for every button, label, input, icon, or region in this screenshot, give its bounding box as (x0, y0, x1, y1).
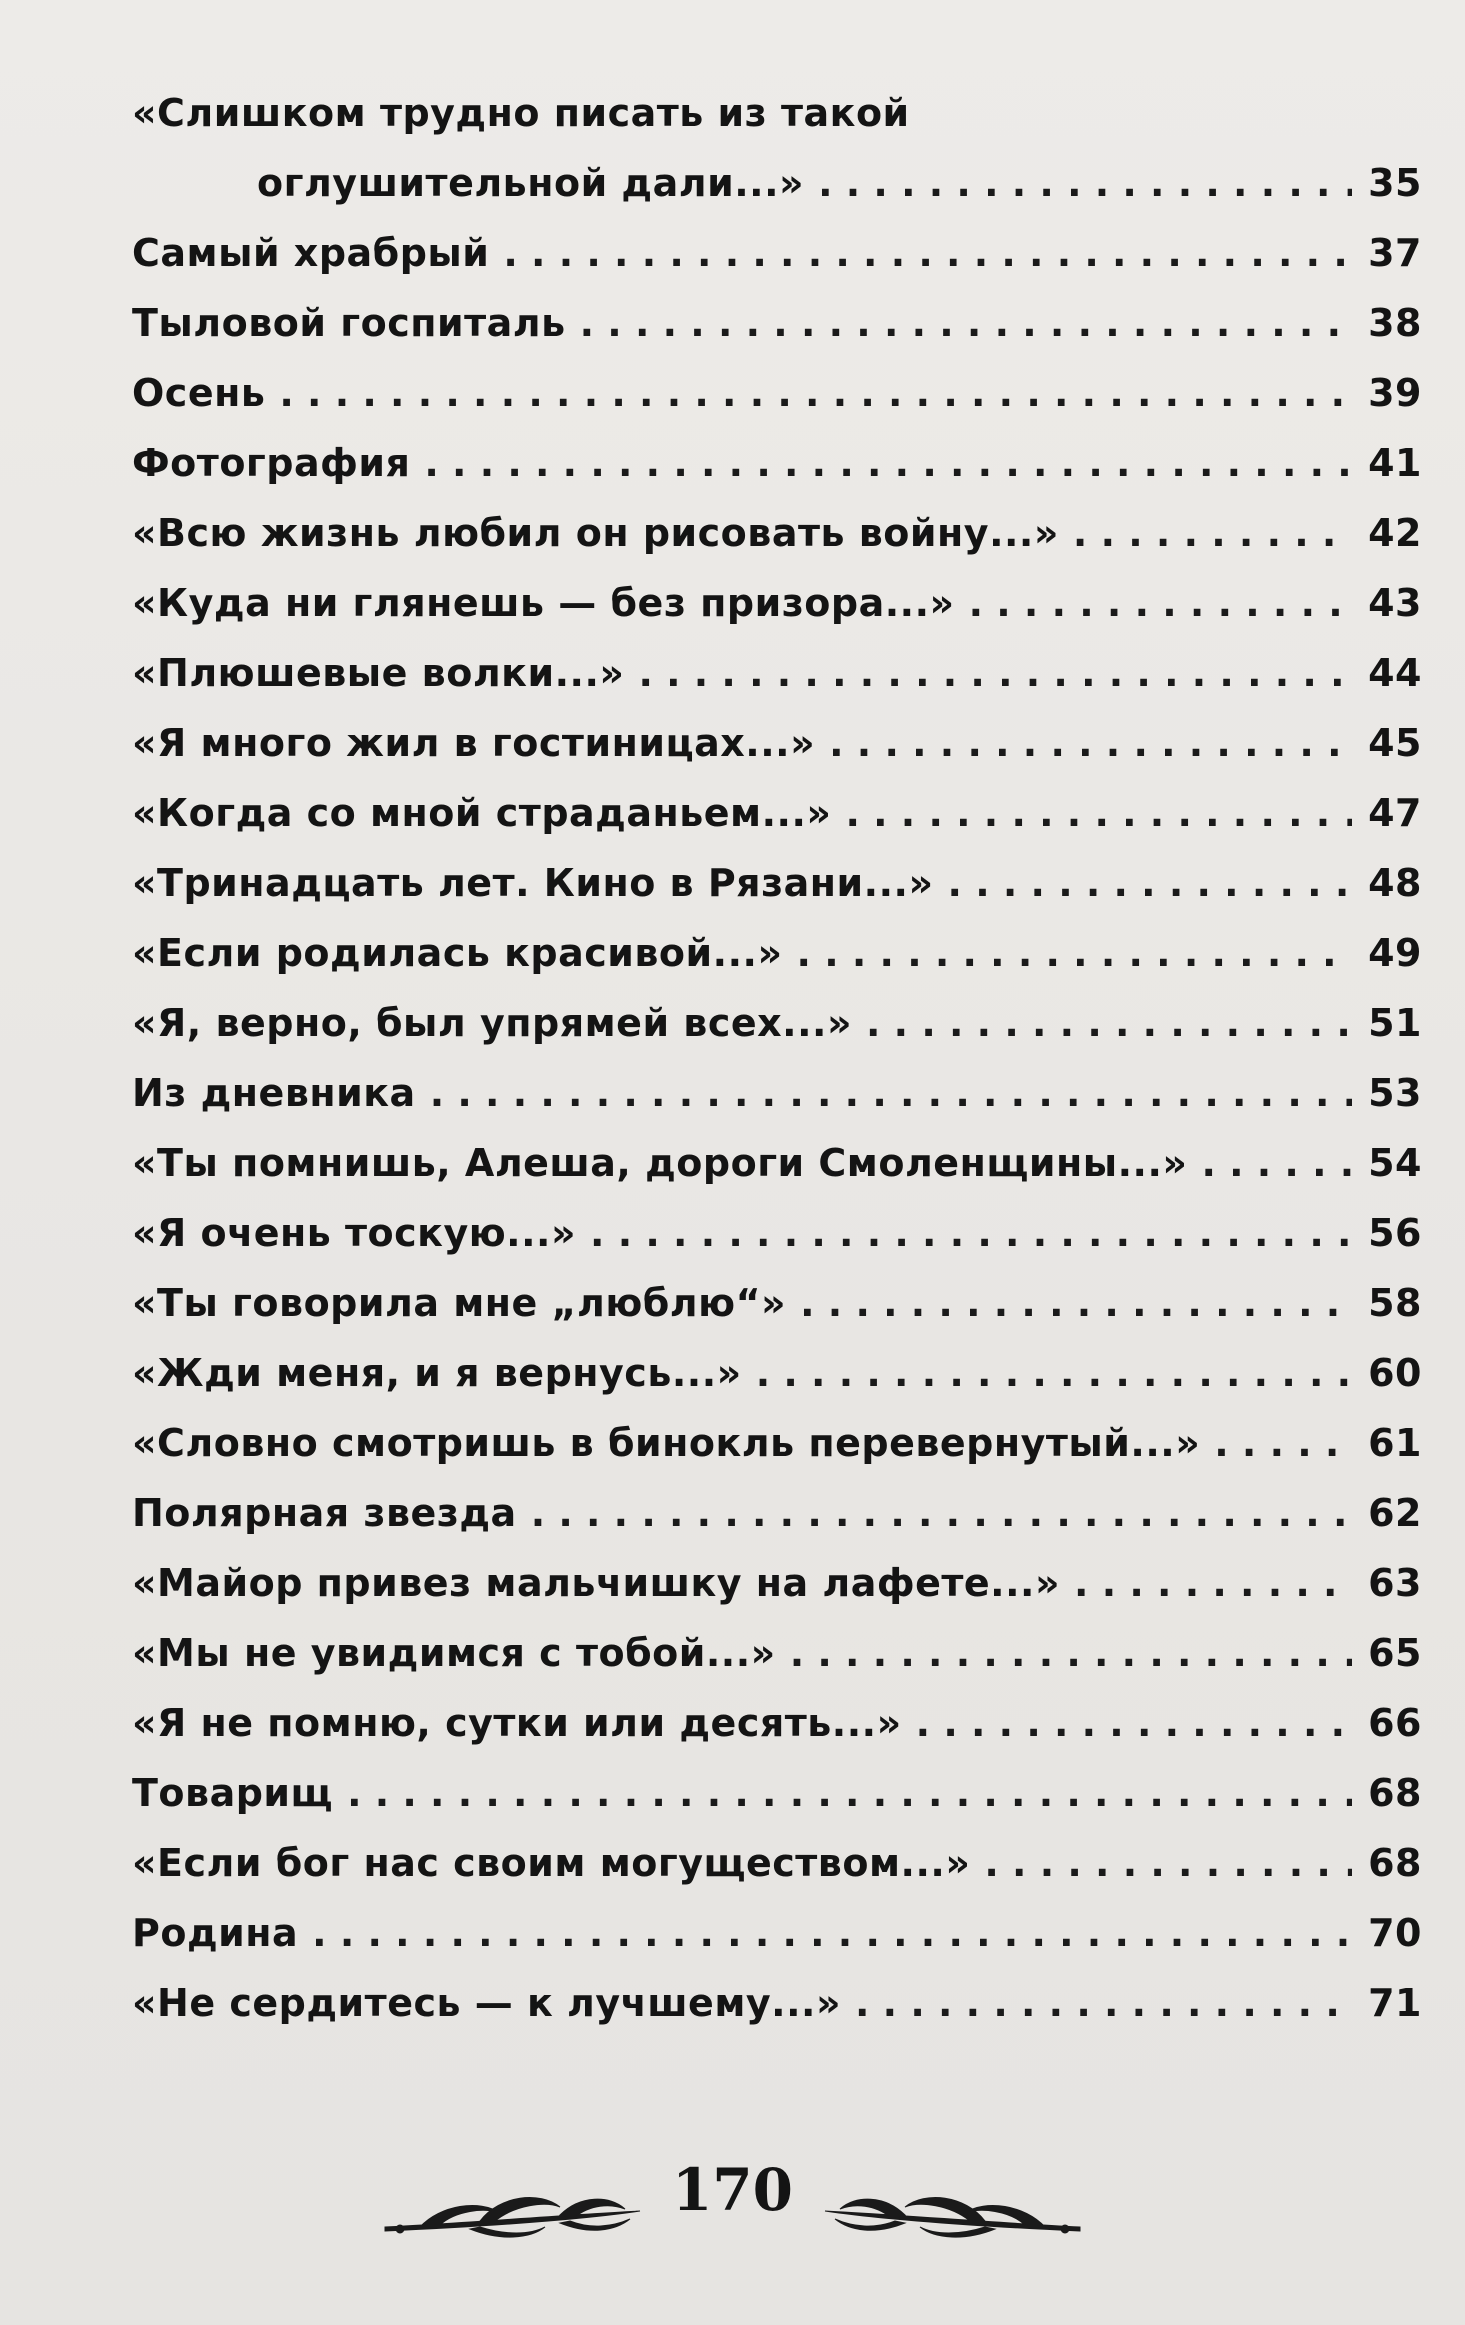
toc-page-number: 54 (1368, 1141, 1422, 1185)
toc-entry (132, 988, 1422, 1058)
toc-entry-title: Тыловой госпиталь (132, 301, 566, 345)
dot-leader (948, 848, 1352, 918)
toc-page-number: 70 (1368, 1911, 1422, 1955)
toc-entry (132, 638, 1422, 708)
dot-leader (1201, 1128, 1352, 1198)
toc-entry-title: «Ты говорила мне „люблю“» (132, 1281, 787, 1325)
toc-entry-title: «Я, верно, был упрямей всех...» (132, 1001, 853, 1045)
toc-entry (132, 78, 1422, 218)
toc-entry (132, 1338, 1422, 1408)
table-of-contents (132, 78, 1422, 2038)
toc-entry-title: «Когда со мной страданьем...» (132, 791, 832, 835)
toc-entry (132, 1478, 1422, 1548)
toc-page-number: 41 (1368, 441, 1422, 485)
toc-entry-title: «Не сердитесь — к лучшему...» (132, 1981, 842, 2025)
toc-entry-title: Товарищ (132, 1771, 334, 1815)
dot-leader (312, 1898, 1352, 1968)
toc-entries-list (132, 218, 1422, 2038)
toc-page-number: 65 (1368, 1631, 1422, 1675)
toc-page-number: 45 (1368, 721, 1422, 765)
toc-entry-title: «Я очень тоскую...» (132, 1211, 577, 1255)
dot-leader (800, 1268, 1352, 1338)
toc-page-number: 66 (1368, 1701, 1422, 1745)
dot-leader (1074, 1548, 1352, 1618)
toc-entry-title: «Куда ни глянешь — без призора...» (132, 581, 955, 625)
toc-page-number: 63 (1368, 1561, 1422, 1605)
toc-page-number: 35 (1368, 161, 1422, 205)
toc-page-number: 49 (1368, 931, 1422, 975)
toc-entry (132, 1408, 1422, 1478)
toc-entry-title: «Если родилась красивой...» (132, 931, 783, 975)
toc-page-number: 68 (1368, 1771, 1422, 1815)
toc-entry (132, 568, 1422, 638)
dot-leader (347, 1758, 1352, 1828)
toc-entry-title: Самый храбрый (132, 231, 490, 275)
toc-entry-title: «Мы не увидимся с тобой...» (132, 1631, 776, 1675)
dot-leader (969, 568, 1352, 638)
toc-entry (132, 1618, 1422, 1688)
toc-entry-title: «Словно смотришь в бинокль перевернутый...» (132, 1421, 1201, 1465)
toc-page-number: 53 (1368, 1071, 1422, 1115)
toc-entry (132, 1548, 1422, 1618)
dot-leader (430, 1058, 1352, 1128)
toc-page-number: 71 (1368, 1981, 1422, 2025)
toc-entry (132, 428, 1422, 498)
toc-entry-title: «Жди меня, и я вернусь...» (132, 1351, 742, 1395)
toc-entry (132, 918, 1422, 988)
dot-leader (590, 1198, 1352, 1268)
toc-entry-title-line1: «Слишком трудно писать из такой (132, 91, 910, 135)
toc-page-number: 61 (1368, 1421, 1422, 1465)
dot-leader (916, 1688, 1352, 1758)
toc-page-number: 42 (1368, 511, 1422, 555)
toc-page-number: 62 (1368, 1491, 1422, 1535)
dot-leader (797, 918, 1352, 988)
dot-leader (424, 428, 1352, 498)
toc-entry (132, 288, 1422, 358)
toc-entry (132, 1828, 1422, 1898)
page-number: 170 (671, 2156, 794, 2224)
toc-entry-title: Полярная звезда (132, 1491, 517, 1535)
dot-leader (790, 1618, 1352, 1688)
dot-leader (829, 708, 1352, 778)
dot-leader (984, 1828, 1352, 1898)
toc-page-number: 58 (1368, 1281, 1422, 1325)
toc-entry-title: Осень (132, 371, 266, 415)
toc-entry (132, 1758, 1422, 1828)
dot-leader (845, 778, 1352, 848)
toc-entry-title: Родина (132, 1911, 299, 1955)
toc-entry (132, 1058, 1422, 1128)
toc-page-number: 68 (1368, 1841, 1422, 1885)
toc-page-number: 51 (1368, 1001, 1422, 1045)
toc-page-number: 37 (1368, 231, 1422, 275)
dot-leader (1073, 498, 1352, 568)
toc-entry-title: «Майор привез мальчишку на лафете...» (132, 1561, 1061, 1605)
toc-entry (132, 1198, 1422, 1268)
toc-entry-title: «Плюшевые волки...» (132, 651, 625, 695)
dot-leader (503, 218, 1352, 288)
dot-leader (818, 148, 1352, 218)
toc-entry (132, 1268, 1422, 1338)
toc-page-number: 47 (1368, 791, 1422, 835)
dot-leader (855, 1968, 1352, 2038)
toc-page-number: 43 (1368, 581, 1422, 625)
toc-entry (132, 1128, 1422, 1198)
dot-leader (279, 358, 1352, 428)
toc-page-number: 44 (1368, 651, 1422, 695)
toc-page-number: 48 (1368, 861, 1422, 905)
toc-entry (132, 1898, 1422, 1968)
toc-page-number: 38 (1368, 301, 1422, 345)
toc-entry-title: «Ты помнишь, Алеша, дороги Смоленщины...» (132, 1141, 1188, 1185)
toc-entry (132, 218, 1422, 288)
toc-entry (132, 358, 1422, 428)
toc-entry-title: «Я не помню, сутки или десять...» (132, 1701, 902, 1745)
toc-entry (132, 778, 1422, 848)
toc-entry-title: «Если бог нас своим могуществом...» (132, 1841, 971, 1885)
toc-entry (132, 1968, 1422, 2038)
dot-leader (1214, 1408, 1352, 1478)
toc-entry-title: «Тринадцать лет. Кино в Рязани...» (132, 861, 934, 905)
toc-entry (132, 1688, 1422, 1758)
toc-page-number: 56 (1368, 1211, 1422, 1255)
toc-entry-title: «Я много жил в гостиницах...» (132, 721, 816, 765)
toc-entry (132, 498, 1422, 568)
toc-entry-title: Из дневника (132, 1071, 416, 1115)
toc-page-number: 60 (1368, 1351, 1422, 1395)
toc-entry (132, 848, 1422, 918)
toc-entry-title: Фотография (132, 441, 411, 485)
dot-leader (531, 1478, 1352, 1548)
toc-entry-title-line2: оглушительной дали...» (257, 161, 805, 205)
dot-leader (866, 988, 1352, 1058)
dot-leader (638, 638, 1352, 708)
toc-entry-title: «Всю жизнь любил он рисовать войну...» (132, 511, 1059, 555)
toc-entry (132, 708, 1422, 778)
toc-page-number: 39 (1368, 371, 1422, 415)
dot-leader (580, 288, 1352, 358)
dot-leader (756, 1338, 1352, 1408)
